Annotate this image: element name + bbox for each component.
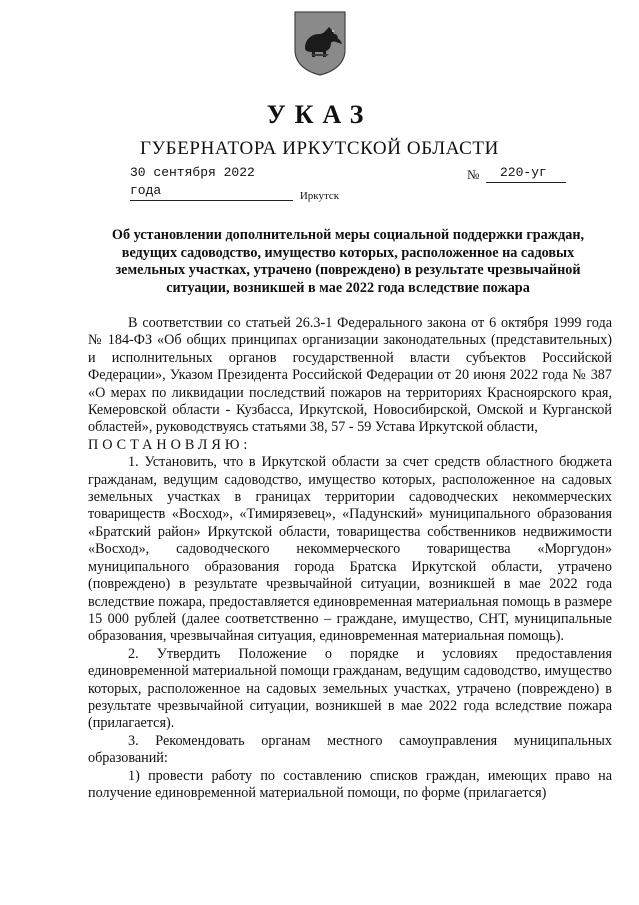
issuer-title: ГУБЕРНАТОРА ИРКУТСКОЙ ОБЛАСТИ	[140, 138, 499, 159]
item-3-1-paragraph: 1) провести работу по составлению списков граждан, имеющих право на получение единовременной материальной помощи, по форме (прилагается)	[88, 767, 612, 801]
document-number: 220-уг	[486, 164, 566, 183]
item-3-paragraph: 3. Рекомендовать органам местного самоуправления муниципальных образований:	[88, 732, 612, 767]
item-2-paragraph: 2. Утвердить Положение о порядке и условиях предоставления единовременной материальной помощи гражданам, ведущим садоводство, имущество которых, расположенное на садовых земельных участках, утрачено (повреждено) в результате чрезвычайной ситуации, возникшей в мае 2022 года вследствие пожара (прилагается).	[88, 645, 612, 732]
number-sign: №	[467, 167, 480, 182]
document-heading: Об установлении дополнительной меры социальной поддержки граждан, ведущих садоводство, имущество которых, расположенное на садовых земельных участках, утрачено (повреждено) в результате чрезвычайной ситуации, возникшей в мае 2022 года вследствие пожара	[111, 227, 585, 296]
coat-of-arms-icon	[293, 10, 347, 76]
preamble-paragraph: В соответствии со статьей 26.3-1 Федерального закона от 6 октября 1999 года № 184-ФЗ «Об общих принципах организации законодательных (представительных) и исполнительных органов государственной власти субъектов Российской Федерации», Указом Президента Российской Федерации от 20 июня 2022 года № 387 «О мерах по ликвидации последствий пожаров на территориях Красноярского края, Кемеровской области - Кузбасса, Иркутской, Новосибирской, Омской и Курганской областей», руководствуясь статьями 38, 57 - 59 Устава Иркутской области,	[88, 315, 612, 436]
document-body	[88, 315, 612, 802]
document-date: 30 сентября 2022 года	[130, 164, 293, 201]
decree-word: ПОСТАНОВЛЯЮ:	[88, 436, 252, 453]
document-title: УКАЗ	[266, 100, 373, 129]
document-city: Иркутск	[299, 190, 340, 202]
item-1-paragraph: 1. Установить, что в Иркутской области за счет средств областного бюджета гражданам, ведущим садоводство, имущество которых, расположенное на садовых земельных участках в границах территории садоводческих некоммерческих товариществ «Восход», «Тимирязевец», «Падунский» муниципального образования «Братский район» Иркутской области, товарищества собственников недвижимости «Восход», садоводческого некоммерческого товарищества «Моргудон» муниципального образования города Братска Иркутской области, утрачено (повреждено) в результате чрезвычайной ситуации, возникшей в мае 2022 года вследствие пожара, предоставляется единовременная материальная помощь в размере 15 000 рублей (далее соответственно – граждане, имущество, СНТ, муниципальные образования, чрезвычайная ситуация, единовременная материальная помощь).	[88, 454, 612, 645]
